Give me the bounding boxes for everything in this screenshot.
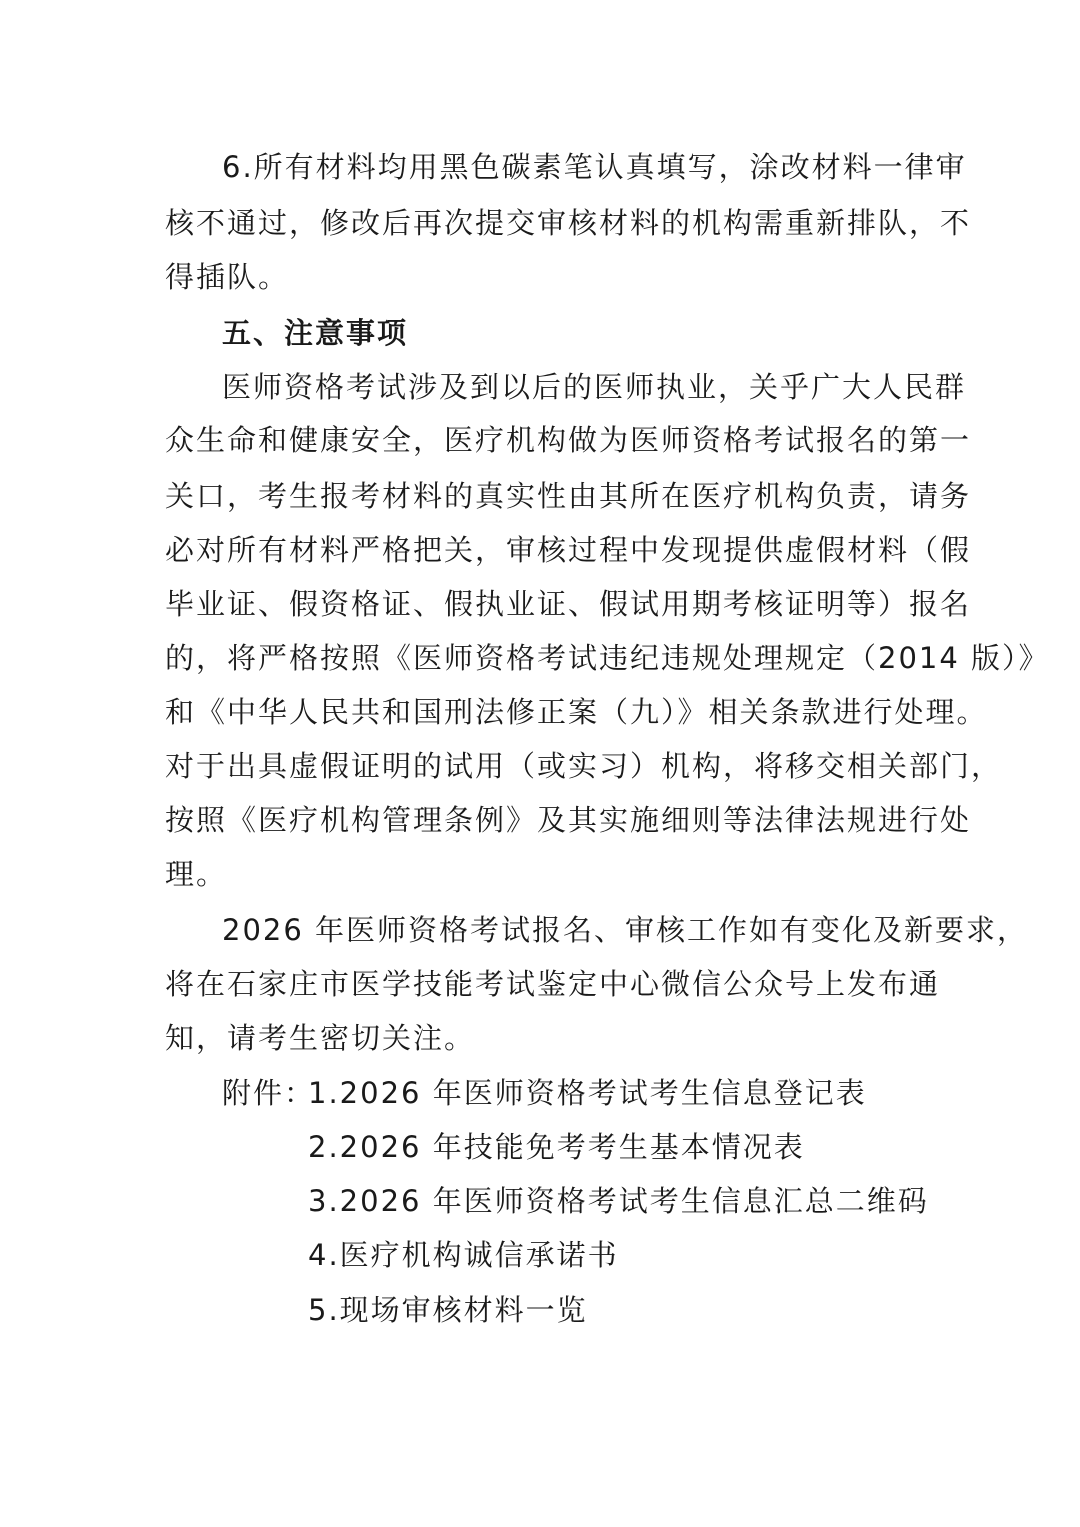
attachment-item-1: 1.2026 年医师资格考试考生信息登记表 [308,1076,867,1110]
para1-line-2: 众生命和健康安全，医疗机构做为医师资格考试报名的第一 [165,423,972,457]
para1-line-8: 对于出具虚假证明的试用（或实习）机构，将移交相关部门， [165,749,1003,783]
item6-line-2: 核不通过，修改后再次提交审核材料的机构需重新排队，不 [165,206,972,240]
para2-line-3: 知，请考生密切关注。 [165,1021,476,1055]
para1-line-3: 关口，考生报考材料的真实性由其所在医疗机构负责，请务 [165,479,972,513]
attachment-item-2: 2.2026 年技能免考考生基本情况表 [308,1130,805,1164]
para1-line-10: 理。 [165,857,228,891]
para1-line-1: 医师资格考试涉及到以后的医师执业，关乎广大人民群 [222,370,967,404]
para1-line-7: 和《中华人民共和国刑法修正案（九）》相关条款进行处理。 [165,695,988,729]
attachment-item-3: 3.2026 年医师资格考试考生信息汇总二维码 [308,1184,929,1218]
item6-line-3: 得插队。 [165,260,290,294]
item6-line-1: 6.所有材料均用黑色碳素笔认真填写，涂改材料一律审 [222,150,967,184]
para1-line-9: 按照《医疗机构管理条例》及其实施细则等法律法规进行处 [165,803,972,837]
para2-line-2: 将在石家庄市医学技能考试鉴定中心微信公众号上发布通 [165,967,941,1001]
para1-line-5: 毕业证、假资格证、假执业证、假试用期考核证明等）报名 [165,587,972,621]
para1-line-4: 必对所有材料严格把关，审核过程中发现提供虚假材料（假 [165,533,972,567]
attachment-item-4: 4.医疗机构诚信承诺书 [308,1238,619,1272]
attachments-label: 附件： [222,1076,316,1110]
para1-line-6: 的，将严格按照《医师资格考试违纪违规处理规定（2014 版）》 [165,641,1050,675]
attachment-item-5: 5.现场审核材料一览 [308,1293,588,1327]
para2-line-1: 2026 年医师资格考试报名、审核工作如有变化及新要求， [222,913,1029,947]
section5-heading: 五、注意事项 [222,316,409,350]
